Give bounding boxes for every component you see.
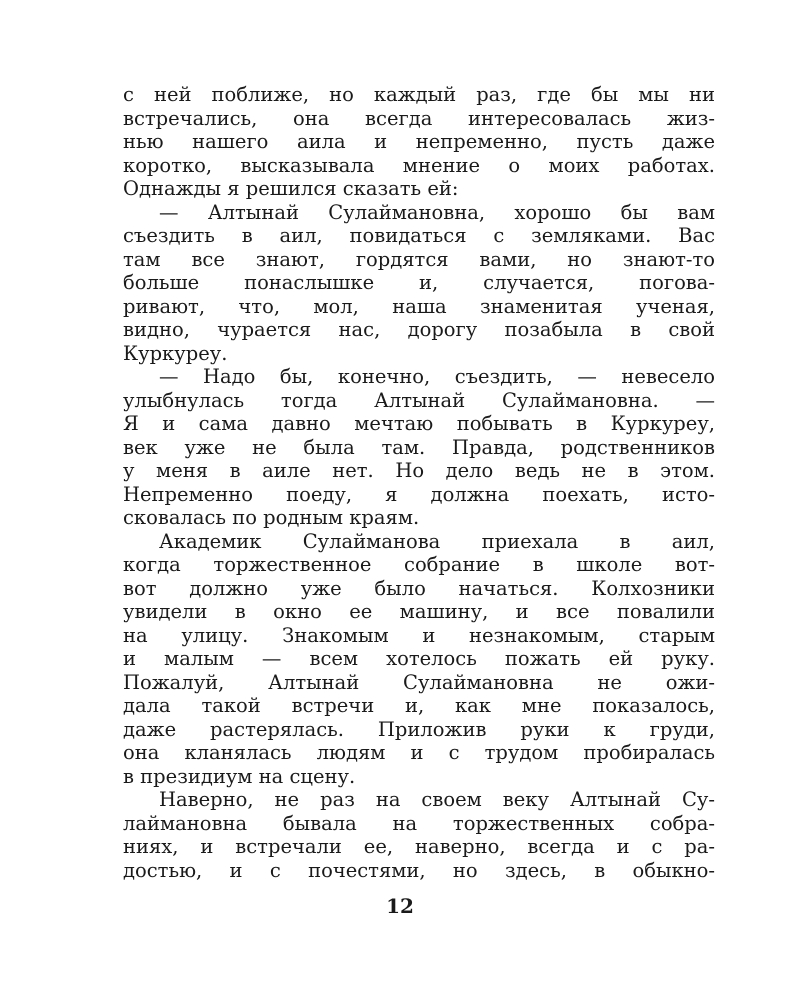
text-line: Куркуреу. [123, 341, 228, 365]
text-line: нью нашего аила и непременно, пусть даже [123, 130, 715, 153]
text-line: Непременно поеду, я должна поехать, исто- [123, 482, 715, 506]
text-line: ниях, и встречали ее, наверно, всегда и с ра- [123, 835, 715, 858]
text-line: — Алтынай Сулаймановна, хорошо бы вам [159, 200, 715, 224]
text-line: достью, и с почестями, но здесь, в обыкно- [123, 858, 715, 882]
text-line: — Надо бы, конечно, съездить, — невесело [159, 365, 715, 388]
text-line: видно, чурается нас, дорогу позабыла в свой [123, 318, 715, 341]
text-line: там все знают, гордятся вами, но знают-то [123, 247, 715, 271]
text-line: увидели в окно ее машину, и все повалили [123, 600, 715, 623]
text-line: Наверно, не раз на своем веку Алтынай Су- [159, 788, 715, 811]
page-number: 12 [386, 894, 414, 918]
text-line: сковалась по родным краям. [123, 506, 420, 529]
text-line: больше понаслышке и, случается, погова- [123, 271, 715, 294]
text-line: с ней поближе, но каждый раз, где бы мы ни [123, 83, 715, 106]
text-line: на улицу. Знакомым и незнакомым, старым [123, 623, 715, 647]
text-line: съездить в аил, повидаться с земляками. Вас [123, 224, 715, 247]
text-line: ривают, что, мол, наша знаменитая ученая, [123, 294, 715, 318]
text-line: Однажды я решился сказать ей: [123, 177, 459, 200]
text-line: когда торжественное собрание в школе вот- [123, 553, 715, 576]
text-line: век уже не была там. Правда, родственников [123, 435, 715, 459]
text-line: в президиум на сцену. [123, 764, 356, 788]
text-line: даже растерялась. Приложив руки к груди, [123, 717, 715, 741]
text-line: Я и сама давно мечтаю побывать в Куркуреу, [123, 412, 715, 435]
text-line: у меня в аиле нет. Но дело ведь не в этом. [123, 459, 715, 482]
text-line: Пожалуй, Алтынай Сулаймановна не ожи- [123, 670, 715, 694]
text-line: встречались, она всегда интересовалась жиз- [123, 106, 715, 130]
text-line: коротко, высказывала мнение о моих работах. [123, 153, 715, 177]
text-line: и малым — всем хотелось пожать ей руку. [123, 647, 715, 670]
text-line: лаймановна бывала на торжественных собра- [123, 811, 715, 835]
text-line: улыбнулась тогда Алтынай Сулаймановна. — [123, 388, 715, 412]
text-line: она кланялась людям и с трудом пробиралась [123, 741, 715, 764]
text-line: Академик Сулайманова приехала в аил, [159, 529, 715, 553]
text-line: дала такой встречи и, как мне показалось, [123, 694, 715, 717]
body-text [123, 83, 715, 882]
text-line: вот должно уже было начаться. Колхозники [123, 576, 715, 600]
